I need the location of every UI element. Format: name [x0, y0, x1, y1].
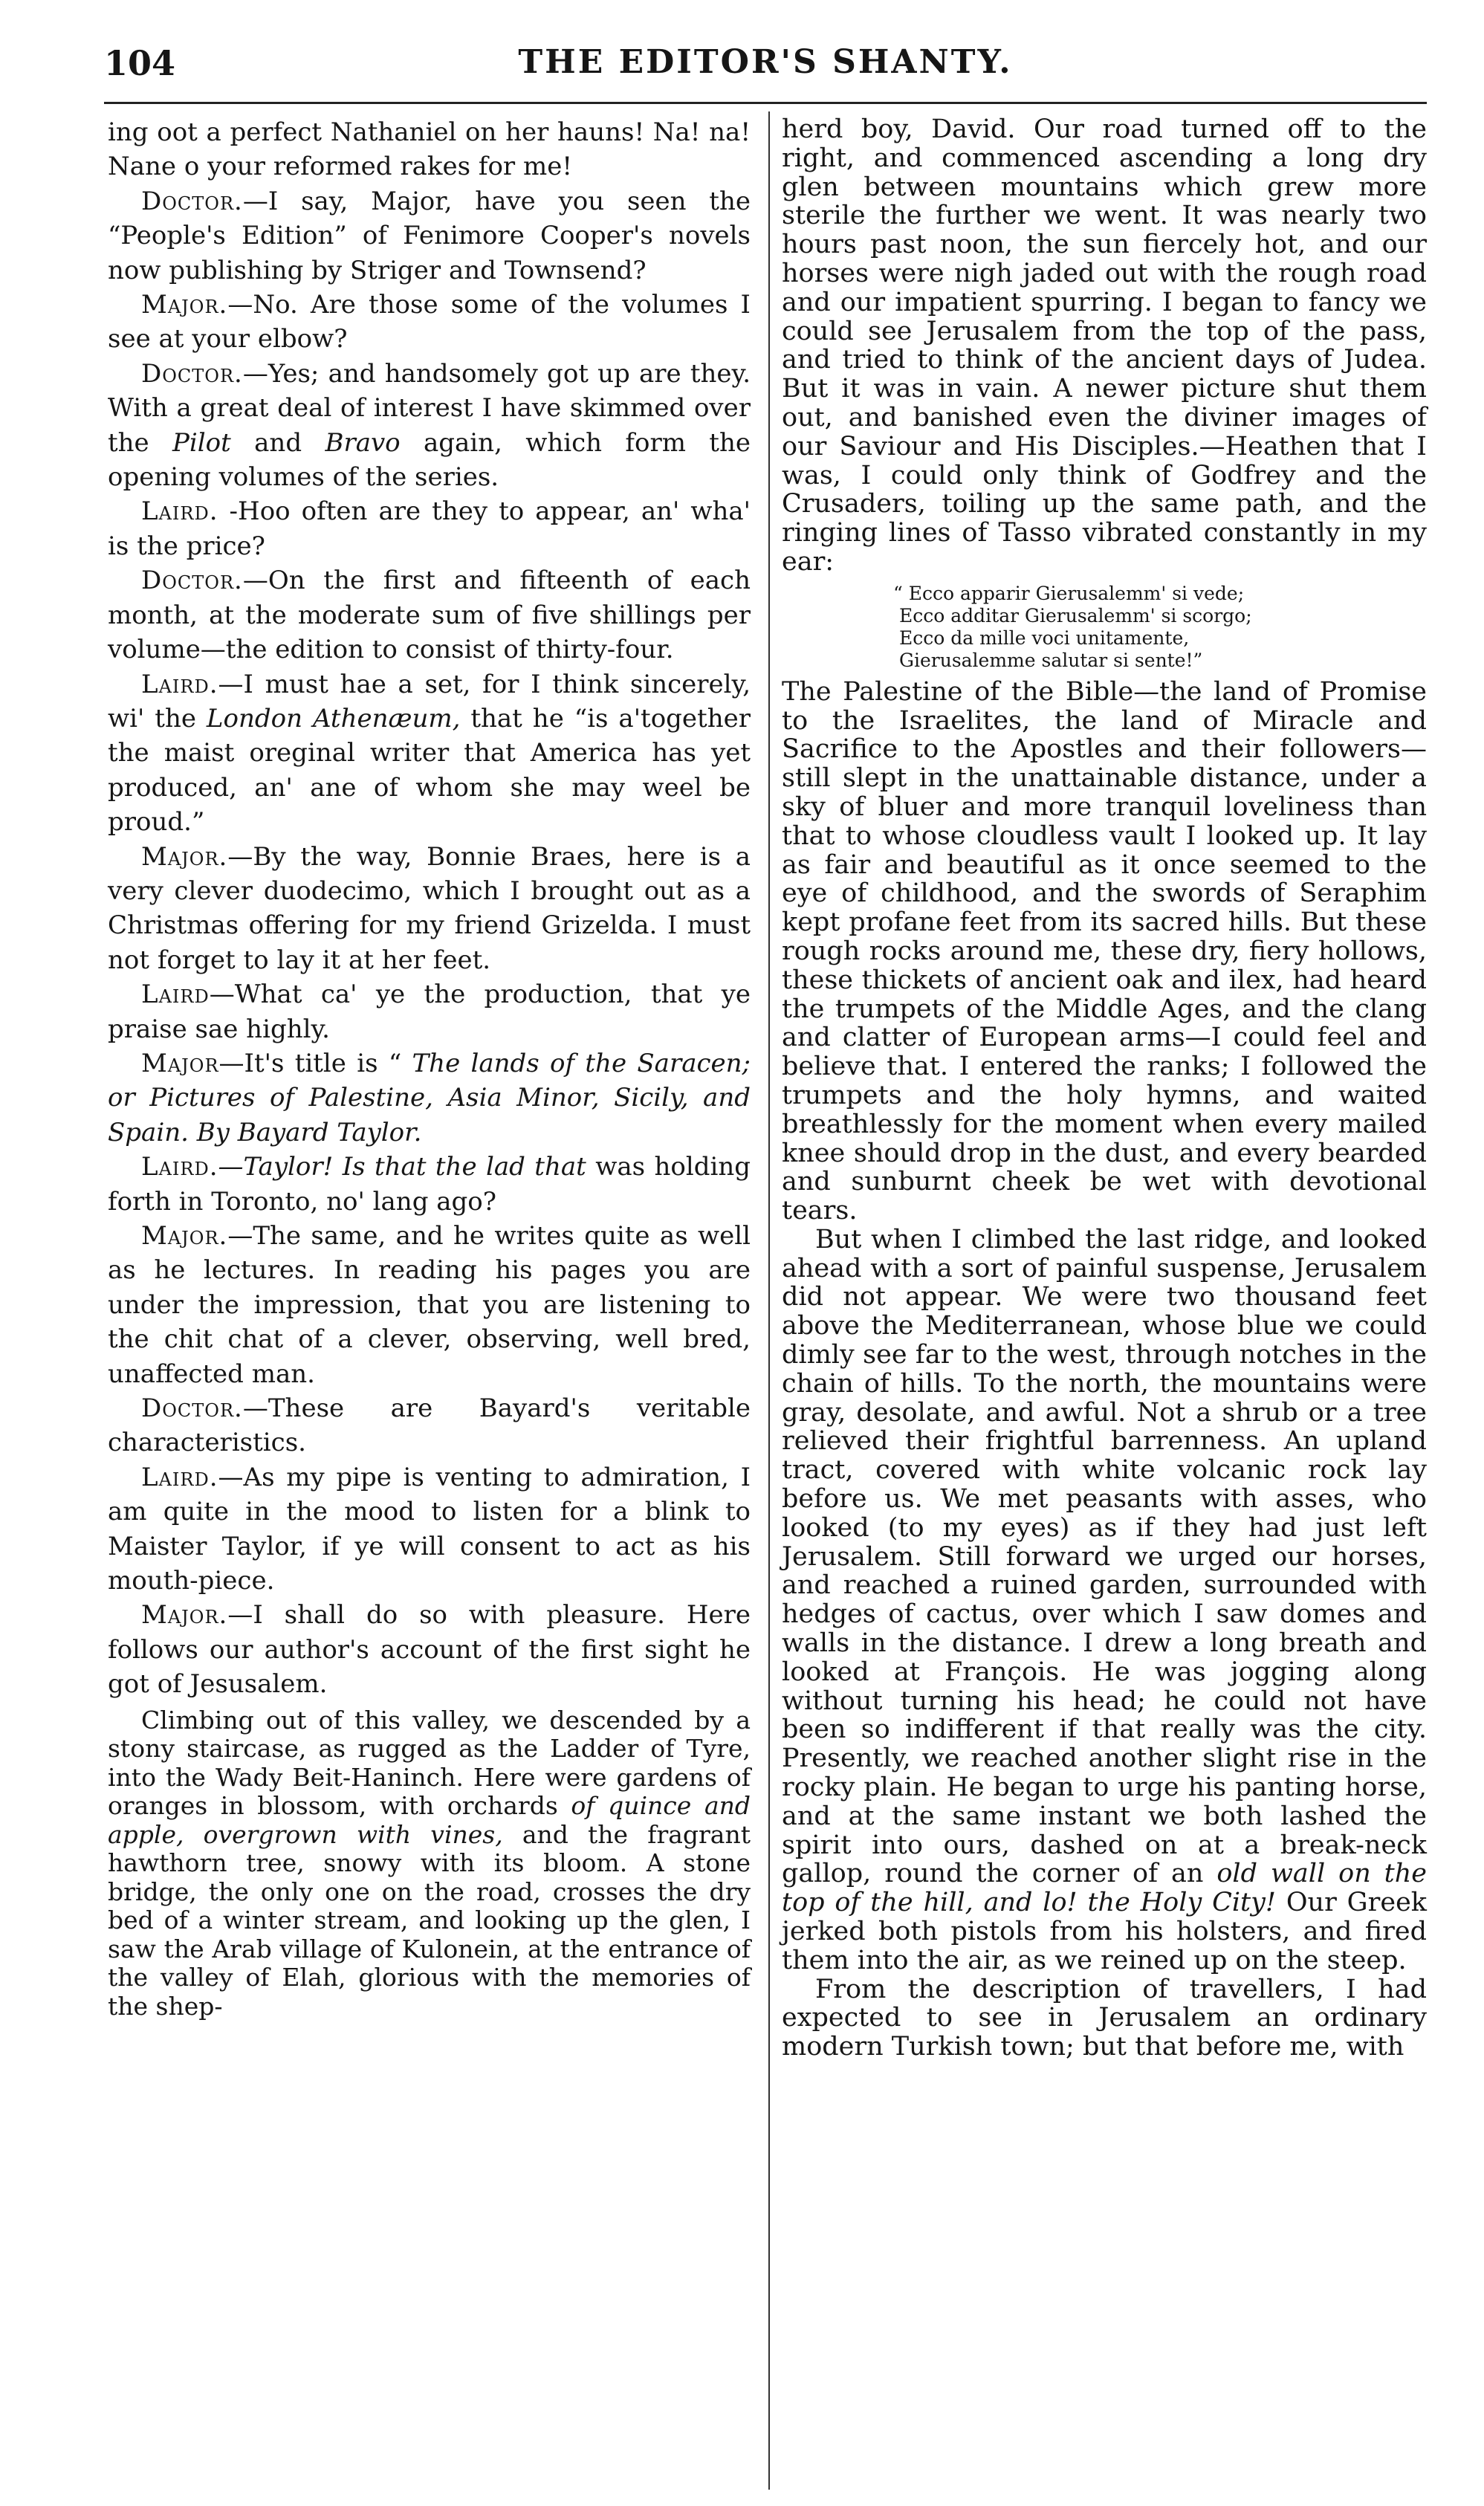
speech-text: again, which form the opening volumes of the series. — [108, 427, 751, 493]
book-title: The lands of the Saracen; or Pictures of Palestine, Asia Minor, Sicily, and Spain. By Bayard Taylor. — [108, 1048, 751, 1147]
paragraph — [108, 1219, 751, 1391]
quoted-passage — [108, 1706, 751, 2021]
speech-text: —On the first and fifteenth of each month, at the moderate sum of five shillings per volume—the edition to consist of thirty-four. — [108, 566, 751, 665]
page-number: 104 — [104, 43, 176, 83]
paragraph — [108, 563, 751, 667]
passage-text: Our Greek jerked both pistols from his holsters, and fired them into the air, as we reined up on the steep. — [782, 1888, 1427, 1975]
speaker-name: Major. — [141, 1600, 228, 1631]
speech-text: that he “is a'together the maist oreginal writer that America has yet produced, an' ane of whom she may weel be proud.” — [108, 703, 751, 838]
speech-text: —Taylor! Is that the lad that — [218, 1152, 586, 1182]
speech-text: -Hoo often are they to appear, an' wha' is the price? — [108, 496, 751, 561]
paragraph — [108, 288, 751, 357]
verse-line: Ecco da mille voci unitamente, — [899, 626, 1190, 649]
passage-text: and the fragrant hawthorn tree, snowy with its bloom. A stone bridge, the only one on the road, crosses the dry bed of a winter stream, and looking up the glen, I saw the Arab village of Kulonein, at the entrance of the valley of Elah, glorious with the memories of the shep- — [108, 1819, 751, 2021]
verse-line: “ Ecco apparir Gierusalemm' si vede; — [893, 582, 1245, 604]
speech-text: —I must hae a set, for I think sincerely, wi' the — [108, 669, 751, 734]
paragraph — [782, 1226, 1427, 1975]
speaker-name: Laird. — [141, 669, 218, 699]
book-title: Bravo — [325, 427, 401, 458]
speech-text: and — [230, 427, 325, 458]
journal-title: London Athenæum, — [206, 703, 461, 734]
tasso-verse — [893, 583, 1427, 672]
speech-text: was holding forth in Toronto, no' lang ago? — [108, 1152, 751, 1217]
paragraph — [108, 357, 751, 495]
verse-line: Gierusalemme salutar si sente!” — [899, 649, 1203, 671]
paragraph: The Palestine of the Bible—the land of Promise to the Israelites, the land of Miracle and Sacrifice to the Apostles and their followers—still slept in the unattainable distance, under a sky of bluer and more tranquil loveliness than that to whose cloudless vault I looked up. It lay as fair and beautiful as it once seemed to the eye of childhood, and the swords of Seraphim kept profane feet from its sacred hills. But these rough rocks around me, these dry, fiery hollows, these thickets of ancient oak and ilex, had heard the trumpets of the Middle Ages, and the clang and clatter of European arms—I could feel and believe that. I entered the ranks; I followed the trumpets and the holy hymns, and waited breathlessly for the moment when every mailed knee should drop in the dust, and every bearded and sunburnt cheek be wet with devotional tears. — [782, 676, 1427, 1226]
speaker-name: Doctor. — [141, 358, 243, 389]
speech-text: —These are Bayard's veritable characteristics. — [108, 1393, 751, 1458]
speech-text: —As my pipe is venting to admiration, I am quite in the mood to listen for a blink to Maister Taylor, if ye will consent to act as his mouth-piece. — [108, 1462, 751, 1596]
speaker-name: Major. — [141, 290, 228, 320]
paragraph: ing oot a perfect Nathaniel on her hauns! Na! na! Nane o your reformed rakes for me! — [108, 117, 751, 182]
speaker-name: Laird. — [141, 1152, 218, 1182]
running-title: THE EDITOR'S SHANTY. — [518, 43, 1013, 81]
paragraph — [108, 1046, 751, 1150]
passage-text: Climbing out of this valley, we descended by a stony staircase, as rugged as the Ladder of Tyre, into the Wady Beit-Haninch. Here were gardens of oranges in blossom, with orchards — [108, 1705, 751, 1821]
speaker-name: Major. — [141, 1221, 228, 1251]
header-rule — [104, 102, 1427, 104]
speaker-name: Laird. — [141, 496, 218, 527]
paragraph — [108, 667, 751, 840]
speaker-name: Doctor. — [141, 566, 243, 596]
paragraph — [108, 1598, 751, 1701]
paragraph: herd boy, David. Our road turned off to the right, and commenced ascending a long dry glen between mountains which grew more sterile the further we went. It was nearly two hours past noon, the sun fiercely hot, and our horses were nigh jaded out with the rough road and our impatient spurring. I began to fancy we could see Jerusalem from the top of the pass, and tried to think of the ancient days of Judea. But it was in vain. A newer picture shut them out, and banished even the diviner images of our Saviour and His Disciples.—Heathen that I was, I could only think of Godfrey and the Crusaders, toiling up the same path, and the ringing lines of Tasso vibrated constantly in my ear: — [782, 114, 1427, 577]
passage-italic: old wall on the top of the hill, and lo! the Holy City! — [782, 1859, 1427, 1918]
speaker-name: Major. — [141, 841, 228, 872]
paragraph — [108, 1391, 751, 1460]
paragraph — [108, 840, 751, 978]
paragraph — [108, 977, 751, 1046]
paragraph — [108, 1460, 751, 1599]
book-title: Pilot — [172, 427, 231, 458]
paragraph — [108, 494, 751, 563]
paragraph — [108, 184, 751, 288]
speaker-name: Doctor. — [141, 1393, 243, 1424]
speaker-name: Laird — [141, 980, 210, 1010]
speaker-name: Laird. — [141, 1462, 218, 1492]
column-divider — [768, 111, 770, 2490]
paragraph: From the description of travellers, I had expected to see in Jerusalem an ordinary modern Turkish town; but that before me, with — [782, 1974, 1427, 2062]
speech-text: —Yes; and handsomely got up are they. With a great deal of interest I have skimmed over the — [108, 358, 751, 458]
speech-text: —No. Are those some of the volumes I see at your elbow? — [108, 290, 751, 354]
left-column — [108, 115, 751, 2021]
speaker-name: Doctor. — [141, 186, 243, 216]
verse-line: Ecco additar Gierusalemm' si scorgo; — [899, 604, 1252, 626]
speech-text: —What ca' ye the production, that ye praise sae highly. — [108, 980, 751, 1044]
passage-text: But when I climbed the last ridge, and looked ahead with a sort of painful suspense, Jerusalem did not appear. We were two thousand feet above the Mediterranean, whose blue we could dimly see far to the west, through notches in the chain of hills. To the north, the mountains were gray, desolate, and awful. Not a shrub or a tree relieved their frightful barrenness. An upland tract, covered with white volcanic rock lay before us. We met peasants with asses, who looked (to my eyes) as if they had just left Jerusalem. Still forward we urged our horses, and reached a ruined garden, surrounded with hedges of cactus, over which I saw domes and walls in the distance. I drew a long breath and looked at François. He was jogging along without turning his head; he could not have been so indifferent if that really was the city. Presently, we reached another slight rise in the rocky plain. He began to urge his panting horse, and at the same instant we both lashed the spirit into ours, dashed on at a break-neck gallop, round the corner of an — [782, 1224, 1427, 1889]
right-column — [782, 115, 1427, 2062]
speech-text: —By the way, Bonnie Braes, here is a very clever duodecimo, which I brought out as a Christmas offering for my friend Grizelda. I must not forget to lay it at her feet. — [108, 841, 751, 975]
speech-text: —I shall do so with pleasure. Here follows our author's account of the first sight he got of Jesusalem. — [108, 1600, 751, 1700]
speech-text: —The same, and he writes quite as well as he lectures. In reading his pages you are under the impression, that you are listening to the chit chat of a clever, observing, well bred, unaffected man. — [108, 1221, 751, 1389]
speaker-name: Major — [141, 1048, 219, 1078]
passage-italic: of quince and apple, overgrown with vines, — [108, 1791, 751, 1849]
speech-text: —I say, Major, have you seen the “People's Edition” of Fenimore Cooper's novels now publishing by Striger and Townsend? — [108, 186, 751, 285]
page-header — [104, 43, 1427, 95]
speech-text: —It's title is “ — [218, 1048, 412, 1078]
paragraph — [108, 1150, 751, 1219]
